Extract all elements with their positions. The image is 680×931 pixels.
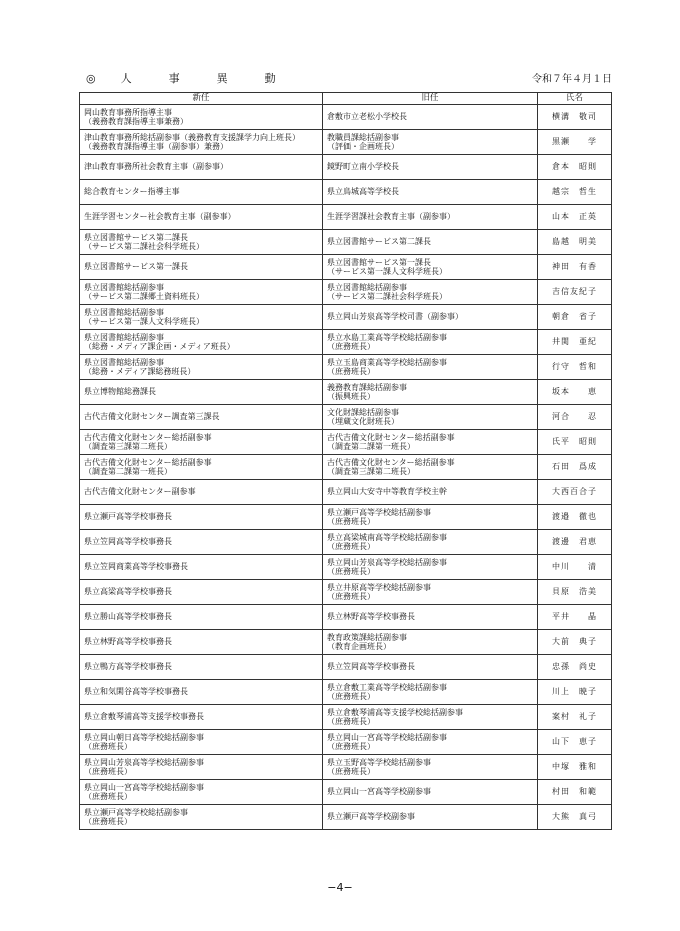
table-row (80, 305, 612, 330)
old-post-cell-line: 生涯学習課社会教育主事（副参事） (327, 212, 455, 222)
old-post-cell-line: 教職員課総括副参事 (327, 132, 399, 142)
new-post-cell-line: 古代吉備文化財センター総括副参事 (84, 457, 212, 467)
old-post-cell (323, 455, 538, 480)
new-post-cell-line: （庶務班長） (84, 767, 132, 776)
old-post-cell-line: 倉敷市立老松小学校長 (327, 112, 407, 122)
table-row (80, 780, 612, 805)
old-post-cell-line: （庶務班長） (327, 517, 375, 526)
person-name-cell: 渡邊 君恵 (538, 530, 612, 555)
person-name-cell: 石田 爲成 (538, 455, 612, 480)
old-post-cell-line: 県立岡山芳泉高等学校総括副参事 (327, 557, 447, 567)
new-post-cell (80, 505, 323, 530)
old-post-cell-line: （評価・企画班長） (327, 142, 399, 151)
new-post-cell-line: （義務教育課指導主事（副参事）兼務） (84, 142, 228, 151)
table-header-row (80, 93, 612, 105)
old-post-cell-line: 県立岡山一宮高等学校総括副参事 (327, 732, 447, 742)
new-post-cell-line: 県立瀬戸高等学校事務長 (84, 512, 172, 522)
old-post-cell-line: 義務教育課総括副参事 (327, 382, 407, 392)
new-post-cell-line: 県立笠岡高等学校事務長 (84, 537, 172, 547)
person-name-cell: 神田 有香 (538, 255, 612, 280)
person-name-cell: 黒瀬 学 (538, 130, 612, 155)
old-post-cell-line: 県立玉野高等学校総括副参事 (327, 757, 431, 767)
old-post-cell (323, 205, 538, 230)
new-post-cell (80, 680, 323, 705)
person-name-cell: 村田 和範 (538, 780, 612, 805)
person-name-cell: 渡邉 徹也 (538, 505, 612, 530)
person-name-cell: 倉本 昭則 (538, 155, 612, 180)
new-post-cell-line: 生涯学習センター社会教育主事（副参事） (84, 212, 236, 222)
new-post-cell (80, 655, 323, 680)
column-header-name: 氏名 (538, 93, 612, 105)
table-row (80, 355, 612, 380)
old-post-cell-line: 県立倉敷工業高等学校総括副参事 (327, 682, 447, 692)
table-row (80, 555, 612, 580)
old-post-cell-line: 文化財課総括副参事 (327, 407, 399, 417)
new-post-cell (80, 180, 323, 205)
new-post-cell-line: 県立高梁高等学校事務長 (84, 587, 172, 597)
new-post-cell (80, 230, 323, 255)
table-row (80, 180, 612, 205)
old-post-cell (323, 655, 538, 680)
old-post-cell-line: （庶務班長） (327, 717, 375, 726)
old-post-cell (323, 380, 538, 405)
new-post-cell-line: 古代吉備文化財センター総括副参事 (84, 432, 212, 442)
table-row (80, 205, 612, 230)
old-post-cell-line: （庶務班長） (327, 542, 375, 551)
old-post-cell-line: 鏡野町立南小学校長 (327, 162, 399, 172)
person-name-cell: 井関 亜紀 (538, 330, 612, 355)
old-post-cell-line: 県立図書館サービス第二課長 (327, 237, 431, 247)
table-row (80, 155, 612, 180)
table-row (80, 580, 612, 605)
column-header-old-post: 旧任 (323, 93, 538, 105)
new-post-cell-line: 総合教育センター指導主事 (84, 187, 180, 197)
person-name-cell: 坂本 恵 (538, 380, 612, 405)
new-post-cell-line: 県立瀬戸高等学校総括副参事 (84, 807, 188, 817)
old-post-cell-line: （教育企画班長） (327, 642, 391, 651)
personnel-table (79, 92, 612, 830)
old-post-cell (323, 305, 538, 330)
new-post-cell-line: 津山教育事務所総括副参事（義務教育支援課学力向上班長） (84, 132, 300, 142)
new-post-cell (80, 405, 323, 430)
old-post-cell-line: 県立瀬戸高等学校総括副参事 (327, 507, 431, 517)
table-row (80, 680, 612, 705)
old-post-cell (323, 605, 538, 630)
new-post-cell-line: （義務教育課指導主事兼務） (84, 117, 188, 126)
new-post-cell-line: 津山教育事務所社会教育主事（副参事） (84, 162, 228, 172)
new-post-cell (80, 130, 323, 155)
old-post-cell-line: 教育政策課総括副参事 (327, 632, 407, 642)
new-post-cell-line: 県立図書館総括副参事 (84, 332, 164, 342)
new-post-cell (80, 730, 323, 755)
old-post-cell-line: 県立玉島商業高等学校総括副参事 (327, 357, 447, 367)
person-name-cell: 大西百合子 (538, 480, 612, 505)
person-name-cell: 中塚 雅和 (538, 755, 612, 780)
document-title: ◎ 人 事 異 動 (86, 72, 277, 85)
new-post-cell-line: 県立岡山朝日高等学校総括副参事 (84, 732, 204, 742)
table-row (80, 805, 612, 830)
new-post-cell (80, 555, 323, 580)
old-post-cell (323, 705, 538, 730)
old-post-cell (323, 355, 538, 380)
new-post-cell (80, 780, 323, 805)
old-post-cell (323, 805, 538, 830)
old-post-cell-line: （サービス第二課社会科学班長） (327, 292, 447, 301)
old-post-cell (323, 680, 538, 705)
old-post-cell (323, 180, 538, 205)
new-post-cell-line: 古代吉備文化財センター調査第三課長 (84, 412, 220, 422)
table-row (80, 405, 612, 430)
new-post-cell-line: （総務・メディア課総務班長） (84, 367, 196, 376)
new-post-cell (80, 105, 323, 130)
table-row (80, 255, 612, 280)
old-post-cell-line: （埋蔵文化財班長） (327, 417, 399, 426)
new-post-cell-line: （庶務班長） (84, 817, 132, 826)
new-post-cell (80, 430, 323, 455)
new-post-cell-line: （サービス第二課郷土資料班長） (84, 292, 204, 301)
old-post-cell-line: （調査第三課第二班長） (327, 467, 415, 476)
person-name-cell: 中川 清 (538, 555, 612, 580)
table-row (80, 630, 612, 655)
person-name-cell: 越宗 哲生 (538, 180, 612, 205)
person-name-cell: 行守 哲和 (538, 355, 612, 380)
new-post-cell (80, 605, 323, 630)
new-post-cell (80, 755, 323, 780)
person-name-cell: 忠孫 尚史 (538, 655, 612, 680)
old-post-cell-line: 県立水島工業高等学校総括副参事 (327, 332, 447, 342)
table-row (80, 230, 612, 255)
person-name-cell: 島越 明美 (538, 230, 612, 255)
old-post-cell-line: 県立鳥城高等学校長 (327, 187, 399, 197)
old-post-cell (323, 255, 538, 280)
new-post-cell (80, 630, 323, 655)
old-post-cell (323, 555, 538, 580)
person-name-cell: 大熊 真弓 (538, 805, 612, 830)
table-row (80, 280, 612, 305)
old-post-cell (323, 505, 538, 530)
new-post-cell-line: （庶務班長） (84, 792, 132, 801)
person-name-cell: 大前 典子 (538, 630, 612, 655)
table-row (80, 755, 612, 780)
old-post-cell-line: 県立井原高等学校総括副参事 (327, 582, 431, 592)
person-name-cell: 横溝 敬司 (538, 105, 612, 130)
old-post-cell (323, 155, 538, 180)
new-post-cell (80, 705, 323, 730)
table-row (80, 130, 612, 155)
old-post-cell-line: （振興班長） (327, 392, 375, 401)
table-row (80, 730, 612, 755)
table-row (80, 530, 612, 555)
new-post-cell (80, 380, 323, 405)
old-post-cell-line: （庶務班長） (327, 767, 375, 776)
new-post-cell-line: 県立図書館総括副参事 (84, 282, 164, 292)
table-row (80, 505, 612, 530)
new-post-cell-line: 県立林野高等学校事務長 (84, 637, 172, 647)
new-post-cell (80, 455, 323, 480)
old-post-cell (323, 405, 538, 430)
new-post-cell-line: 県立笠岡商業高等学校事務長 (84, 562, 188, 572)
old-post-cell-line: 県立倉敷琴浦高等支援学校総括副参事 (327, 707, 463, 717)
old-post-cell-line: 古代吉備文化財センター総括副参事 (327, 457, 455, 467)
old-post-cell (323, 130, 538, 155)
new-post-cell-line: 県立鴨方高等学校事務長 (84, 662, 172, 672)
new-post-cell-line: 県立岡山一宮高等学校総括副参事 (84, 782, 204, 792)
table-row (80, 605, 612, 630)
new-post-cell-line: 県立和気閑谷高等学校事務長 (84, 687, 188, 697)
new-post-cell-line: （サービス第二課社会科学班長） (84, 242, 204, 251)
old-post-cell-line: 県立図書館総括副参事 (327, 282, 407, 292)
new-post-cell-line: （調査第三課第二班長） (84, 442, 172, 451)
new-post-cell-line: （総務・メディア課企画・メディア班長） (84, 342, 235, 351)
old-post-cell-line: （調査第二課第一班長） (327, 442, 415, 451)
new-post-cell-line: 古代吉備文化財センター副参事 (84, 487, 196, 497)
new-post-cell-line: 県立図書館総括副参事 (84, 357, 164, 367)
person-name-cell: 川上 暁子 (538, 680, 612, 705)
table-row (80, 455, 612, 480)
old-post-cell-line: 古代吉備文化財センター総括副参事 (327, 432, 455, 442)
old-post-cell-line: （庶務班長） (327, 692, 375, 701)
old-post-cell-line: 県立岡山芳泉高等学校司書（副参事） (327, 312, 463, 322)
new-post-cell (80, 805, 323, 830)
new-post-cell (80, 580, 323, 605)
old-post-cell (323, 430, 538, 455)
old-post-cell-line: （庶務班長） (327, 367, 375, 376)
document-date: 令和７年４月１日 (532, 74, 612, 85)
table-body (80, 105, 612, 830)
page-number: −4− (327, 881, 353, 894)
person-name-cell: 貝原 浩美 (538, 580, 612, 605)
new-post-cell-line: 県立博物館総務課長 (84, 387, 156, 397)
new-post-cell (80, 155, 323, 180)
new-post-cell (80, 330, 323, 355)
old-post-cell-line: 県立岡山大安寺中等教育学校主幹 (327, 487, 447, 497)
new-post-cell (80, 255, 323, 280)
table-row (80, 705, 612, 730)
new-post-cell (80, 530, 323, 555)
new-post-cell (80, 480, 323, 505)
table-row (80, 430, 612, 455)
person-name-cell: 平井 晶 (538, 605, 612, 630)
person-name-cell: 氏平 昭則 (538, 430, 612, 455)
column-header-new-post: 新任 (80, 93, 323, 105)
person-name-cell: 朝倉 省子 (538, 305, 612, 330)
old-post-cell (323, 105, 538, 130)
old-post-cell (323, 580, 538, 605)
old-post-cell (323, 780, 538, 805)
old-post-cell-line: 県立高梁城南高等学校総括副参事 (327, 532, 447, 542)
person-name-cell: 案村 礼子 (538, 705, 612, 730)
old-post-cell-line: （庶務班長） (327, 742, 375, 751)
new-post-cell-line: 県立図書館サービス第二課長 (84, 232, 188, 242)
new-post-cell-line: 県立図書館総括副参事 (84, 307, 164, 317)
old-post-cell-line: （サービス第一課人文科学班長） (327, 267, 447, 276)
new-post-cell (80, 305, 323, 330)
old-post-cell (323, 280, 538, 305)
old-post-cell (323, 630, 538, 655)
old-post-cell (323, 730, 538, 755)
table-row (80, 105, 612, 130)
table-row (80, 480, 612, 505)
old-post-cell (323, 530, 538, 555)
table-row (80, 655, 612, 680)
new-post-cell-line: 県立図書館サービス第一課長 (84, 262, 188, 272)
old-post-cell-line: 県立林野高等学校事務長 (327, 612, 415, 622)
new-post-cell-line: 県立岡山芳泉高等学校総括副参事 (84, 757, 204, 767)
person-name-cell: 河合 忍 (538, 405, 612, 430)
new-post-cell-line: 県立倉敷琴浦高等支援学校事務長 (84, 712, 204, 722)
old-post-cell-line: （庶務班長） (327, 567, 375, 576)
old-post-cell (323, 755, 538, 780)
old-post-cell (323, 230, 538, 255)
table-row (80, 330, 612, 355)
new-post-cell (80, 355, 323, 380)
new-post-cell-line: （サービス第一課人文科学班長） (84, 317, 204, 326)
old-post-cell-line: 県立笠岡高等学校事務長 (327, 662, 415, 672)
old-post-cell-line: 県立図書館サービス第一課長 (327, 257, 431, 267)
old-post-cell-line: （庶務班長） (327, 592, 375, 601)
new-post-cell (80, 280, 323, 305)
person-name-cell: 山下 恵子 (538, 730, 612, 755)
person-name-cell: 吉信友紀子 (538, 280, 612, 305)
table-row (80, 380, 612, 405)
new-post-cell-line: 県立勝山高等学校事務長 (84, 612, 172, 622)
old-post-cell-line: 県立瀬戸高等学校副参事 (327, 812, 415, 822)
new-post-cell (80, 205, 323, 230)
new-post-cell-line: 岡山教育事務所指導主事 (84, 107, 172, 117)
old-post-cell-line: （庶務班長） (327, 342, 375, 351)
person-name-cell: 山本 正英 (538, 205, 612, 230)
old-post-cell-line: 県立岡山一宮高等学校副参事 (327, 787, 431, 797)
new-post-cell-line: （調査第二課第一班長） (84, 467, 172, 476)
new-post-cell-line: （庶務班長） (84, 742, 132, 751)
old-post-cell (323, 330, 538, 355)
old-post-cell (323, 480, 538, 505)
